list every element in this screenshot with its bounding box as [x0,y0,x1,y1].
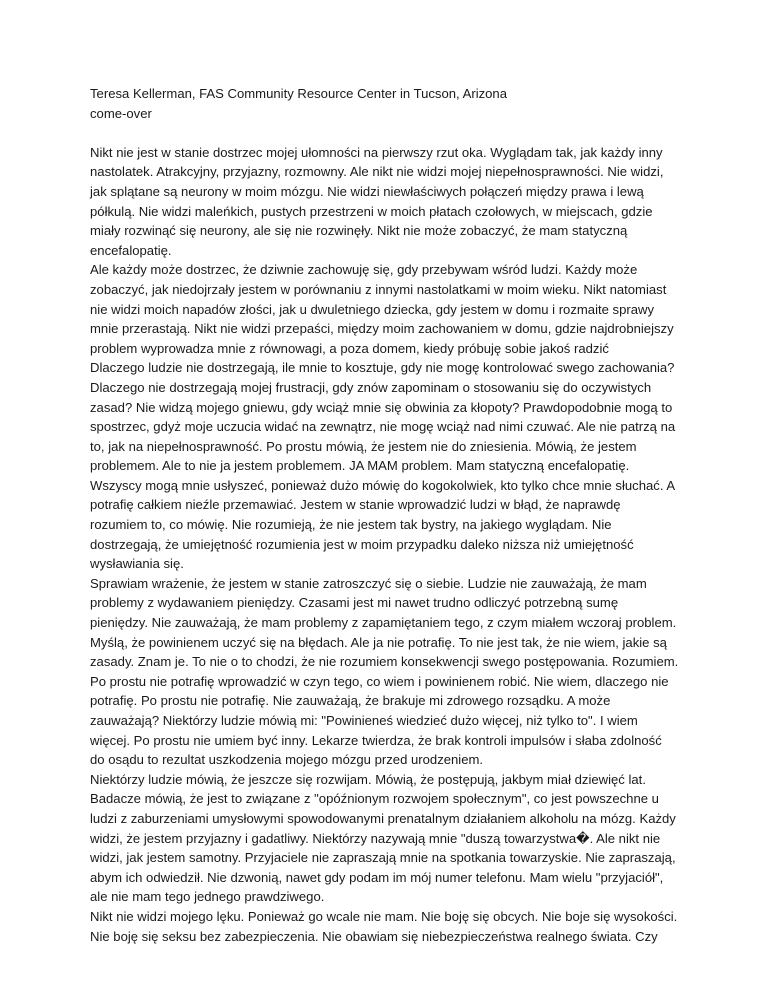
text-line: Myślą, że powinienem uczyć się na błędach. Ale ja nie potrafię. To nie jest tak, że nie wiem, jakie są [90,634,667,650]
text-line: problemem. Ale to nie ja jestem problemem. JA MAM problem. Mam statyczną encefalopatię. [90,458,630,474]
text-line: zasady. Znam je. To nie o to chodzi, że nie rozumiem konsekwencji swego postępowania. Rozumiem. [90,654,679,670]
text-line: zauważają? Niektórzy ludzie mówią mi: "Powinieneś wiedzieć dużo więcej, niż tylko to". I wiem [90,713,638,728]
text-line: problemy z wydawaniem pieniędzy. Czasami jest mi nawet trudno odliczyć potrzebną sumę [90,595,619,611]
text-line: ludzi z zaburzeniami umysłowymi spowodowanymi prenatalnym działaniem alkoholu na mózg. Każdy [90,810,676,826]
text-line: do osądu to rezultat uszkodzenia mojego mózgu przed urodzeniem. [90,752,484,768]
document-page [90,84,690,946]
text-line: półkulą. Nie widzi maleńkich, pustych przestrzeni w moich płatach czołowych, w miejscach, gdzie [90,203,653,219]
text-line: wysławiania się. [90,556,184,572]
text-line: Nikt nie widzi mojego lęku. Ponieważ go wcale nie mam. Nie boję się obcych. Nie boje się wysokości. [90,908,678,924]
text-line: Nikt nie jest w stanie dostrzec mojej ułomności na pierwszy rzut oka. Wyglądam tak, jak każdy inny [90,144,663,160]
text-line: potrafię całkiem nieźle przemawiać. Jestem w stanie wprowadzić ludzi w błąd, że naprawdę [90,497,621,513]
text-line: Ale każdy może dostrzec, że dziwnie zachowuję się, gdy przebywam wśród ludzi. Każdy może [90,262,638,278]
text-line: jak splątane są neurony w moim mózgu. Nie widzi niewłaściwych połączeń między prawa i lewą [90,183,644,199]
text-line: zobaczyć, jak niedojrzały jestem w porównaniu z innymi nastolatkami w moim wieku. Nikt natomiast [90,281,667,297]
body-text [90,143,690,946]
text-line: ale nie mam tego jednego prawdziwego. [90,889,325,905]
text-line: Nie boję się seksu bez zabezpieczenia. Nie obawiam się niebezpieczeństwa realnego świata. Czy [90,928,658,944]
text-line: widzi, jak jestem samotny. Przyjaciele nie zapraszają mnie na spotkania towarzyskie. Nie zapraszają, [90,850,676,866]
text-line: zasad? Nie widzą mojego gniewu, gdy wciąż mnie się obwinia za kłopoty? Prawdopodobnie mogą to [90,399,673,415]
text-line: Badacze mówią, że jest to związane z "opóźnionym rozwojem społecznym", co jest powszechne u [90,791,659,807]
blank-spacer [90,123,690,143]
text-line: Sprawiam wrażenie, że jestem w stanie zatroszczyć się o siebie. Ludzie nie zauważają, że mam [90,575,647,591]
text-line: nastolatek. Atrakcyjny, przyjazny, rozmowny. Ale nikt nie widzi mojej niepełnosprawności. Nie widzi, [90,164,664,180]
text-line: nie widzi moich napadów złości, jak u dwuletniego dziecka, gdy jestem w domu i rozmaite sprawy [90,301,655,317]
text-line: problem wyprowadza mnie z równowagi, a poza domem, kiedy próbuję sobie jakoś radzić [90,340,609,356]
text-line: Dlaczego nie dostrzegają mojej frustracji, gdy znów zapominam o stosowaniu się do oczywistych [90,379,652,395]
text-line: rozumiem to, co mówię. Nie rozumieją, że nie jestem tak bystry, na jakiego wyglądam. Nie [90,517,612,533]
text-line: mnie przerastają. Nikt nie widzi przepaści, między moim zachowaniem w domu, gdzie najdrobniejszy [90,321,674,337]
text-line: Po prostu nie potrafię wprowadzić w czyn tego, co wiem i powinienem robić. Nie wiem, dlaczego nie [90,673,669,689]
document-subtitle: come-over [90,105,152,121]
text-line: więcej. Po prostu nie umiem być inny. Lekarze twierdza, że brak kontroli impulsów i słaba zdolność [90,732,662,748]
text-line: Dlaczego ludzie nie dostrzegają, ile mnie to kosztuje, gdy nie mogę kontrolować swego zachowania? [90,360,675,376]
text-line: Niektórzy ludzie mówią, że jeszcze się rozwijam. Mówią, że postępują, jakbym miał dziewięć lat. [90,771,646,787]
text-line: to, jak na niepełnosprawność. Po prostu mówią, że jestem nie do zniesienia. Mówią, że jestem [90,438,637,454]
text-line: spostrzec, gdyż moje uczucia widać na zewnątrz, nie mogę wciąż nad nimi czuwać. Ale nie patrzą na [90,419,676,435]
author-line: Teresa Kellerman, FAS Community Resource Center in Tucson, Arizona [90,86,507,101]
text-line: miały rozwinąć się neurony, ale się nie rozwinęły. Nikt nie może zobaczyć, że mam statyczną [90,223,628,239]
text-line: abym ich odwiedził. Nie dzwonią, nawet gdy podam im mój numer telefonu. Mam wielu "przyjaciół", [90,869,664,885]
text-line: Wszyscy mogą mnie usłyszeć, ponieważ dużo mówię do kogokolwiek, kto tylko chce mnie słuchać. A [90,477,676,493]
text-line: pieniędzy. Nie zauważają, że mam problemy z zapamiętaniem tego, z czym miałem wczoraj problem. [90,615,677,631]
text-line: potrafię. Po prostu nie potrafię. Nie zauważają, że brakuje mi zdrowego rozsądku. A może [90,693,611,709]
text-line: dostrzegają, że umiejętność rozumienia jest w moim przypadku daleko niższa niż umiejętność [90,536,634,552]
text-line: encefalopatię. [90,242,172,258]
text-line: widzi, że jestem przyjazny i gadatliwy. Niektórzy nazywają mnie "duszą towarzystwa�. Ale nikt nie [90,830,661,846]
